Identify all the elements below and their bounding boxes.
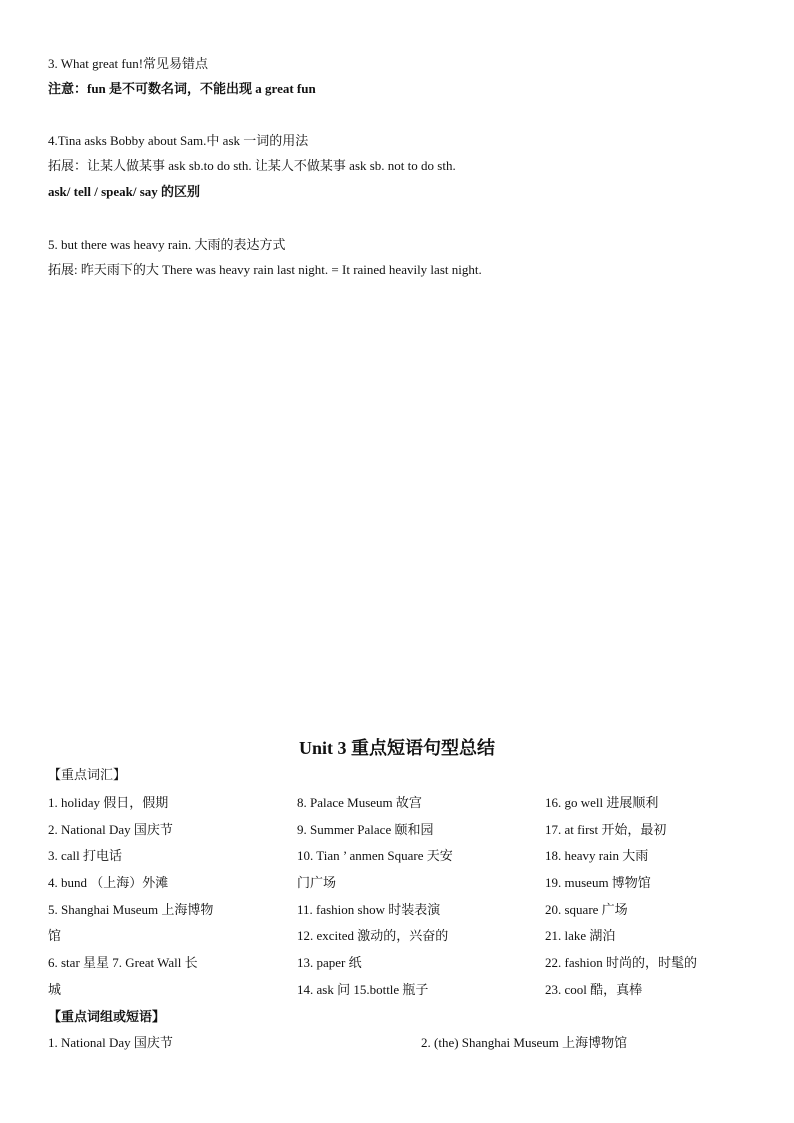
note-3: 3. What great fun!常见易错点 bbox=[48, 56, 209, 71]
note-5: 5. but there was heavy rain. 大雨的表达方式 bbox=[48, 237, 286, 252]
phrase-item: 2. (the) Shanghai Museum 上海博物馆 bbox=[421, 1035, 628, 1050]
vocab-item: 23. cool 酷，真棒 bbox=[545, 981, 643, 997]
vocab-item: 6. star 星星 7. Great Wall 长 bbox=[48, 955, 198, 971]
phrase-item: 1. National Day 国庆节 bbox=[48, 1035, 173, 1050]
vocab-item: 2. National Day 国庆节 bbox=[48, 821, 173, 837]
vocab-item: 13. paper 纸 bbox=[297, 955, 362, 971]
vocab-item: 22. fashion 时尚的，时髦的 bbox=[545, 955, 698, 971]
vocab-item: 21. lake 湖泊 bbox=[545, 928, 616, 944]
note-4-difference: ask/ tell / speak/ say 的区别 bbox=[48, 184, 201, 199]
vocab-item: 19. museum 博物馆 bbox=[545, 875, 651, 891]
vocab-item: 5. Shanghai Museum 上海博物 bbox=[48, 901, 214, 917]
note-5-extension: 拓展: 昨天雨下的大 There was heavy rain last night. = It rained heavily last night. bbox=[48, 262, 482, 277]
vocab-item: 12. excited 激动的，兴奋的 bbox=[297, 928, 449, 944]
vocab-item: 18. heavy rain 大雨 bbox=[545, 848, 649, 864]
vocab-heading: 【重点词汇】 bbox=[48, 767, 127, 782]
vocab-item: 14. ask 问 15.bottle 瓶子 bbox=[297, 981, 429, 997]
vocab-item: 9. Summer Palace 颐和园 bbox=[297, 821, 434, 837]
vocab-item: 11. fashion show 时装表演 bbox=[297, 901, 441, 917]
vocab-item: 20. square 广场 bbox=[545, 901, 628, 917]
note-4-extension: 拓展：让某人做某事 ask sb.to do sth. 让某人不做某事 ask sb. not to do sth. bbox=[48, 158, 456, 173]
vocab-item: 10. Tian ’ anmen Square 天安 bbox=[297, 848, 453, 864]
vocab-item: 门广场 bbox=[297, 875, 337, 891]
vocab-item: 4. bund （上海）外滩 bbox=[48, 875, 169, 891]
vocab-column-3 bbox=[545, 794, 745, 1008]
note-3-caution: 注意：fun 是不可数名词，不能出现 a great fun bbox=[48, 81, 316, 96]
vocab-item: 城 bbox=[48, 981, 62, 997]
vocab-column-2 bbox=[297, 794, 509, 1008]
unit-title: Unit 3 重点短语句型总结 bbox=[298, 738, 495, 758]
vocab-item: 1. holiday 假日，假期 bbox=[48, 795, 169, 810]
vocab-item: 3. call 打电话 bbox=[48, 848, 123, 864]
vocab-item: 馆 bbox=[48, 928, 62, 944]
note-4: 4.Tina asks Bobby about Sam.中 ask 一词的用法 bbox=[48, 133, 309, 148]
phrase-heading: 【重点词组或短语】 bbox=[48, 1009, 166, 1024]
vocab-column-1 bbox=[48, 794, 258, 1008]
vocab-item: 16. go well 进展顺利 bbox=[545, 795, 659, 810]
vocab-item: 8. Palace Museum 故宫 bbox=[297, 795, 422, 810]
vocab-item: 17. at first 开始，最初 bbox=[545, 821, 667, 837]
